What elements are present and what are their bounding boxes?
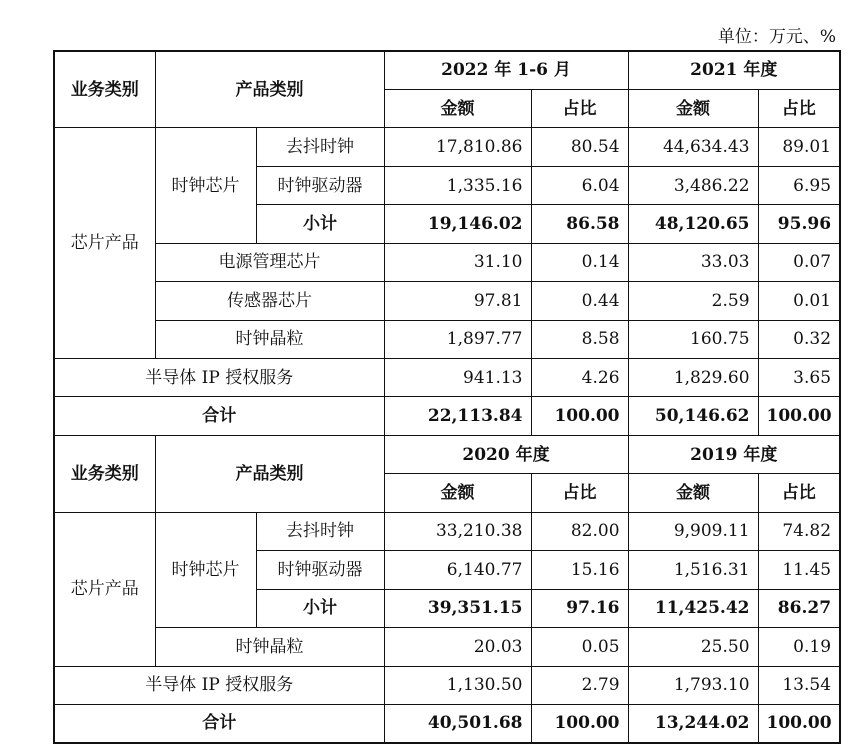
business-type-cell: 芯片产品 <box>54 512 155 666</box>
ratio-cell: 3.65 <box>758 359 840 397</box>
business-type-cell: 半导体 IP 授权服务 <box>54 666 384 704</box>
header-ratio: 占比 <box>531 474 628 512</box>
ratio-cell: 89.01 <box>758 128 840 166</box>
header-period: 2022 年 1-6 月 <box>384 51 628 89</box>
ratio-cell: 2.79 <box>531 666 628 704</box>
ratio-cell: 4.26 <box>531 359 628 397</box>
table-row <box>54 243 840 281</box>
product-name-cell: 时钟驱动器 <box>256 166 384 204</box>
table-row <box>54 320 840 358</box>
ratio-cell: 100.00 <box>531 397 628 435</box>
amount-cell: 6,140.77 <box>384 551 531 589</box>
amount-cell: 1,335.16 <box>384 166 531 204</box>
ratio-cell: 86.27 <box>758 589 840 627</box>
header-ratio: 占比 <box>758 474 840 512</box>
product-name-cell: 去抖时钟 <box>256 128 384 166</box>
header-amount: 金额 <box>384 474 531 512</box>
ratio-cell: 6.95 <box>758 166 840 204</box>
header-product-type: 产品类别 <box>155 51 384 128</box>
header-amount: 金额 <box>384 89 531 127</box>
ratio-cell: 95.96 <box>758 205 840 243</box>
amount-cell: 31.10 <box>384 243 531 281</box>
table-row <box>54 512 840 550</box>
ratio-cell: 100.00 <box>758 397 840 435</box>
product-group-cell: 时钟芯片 <box>155 128 256 243</box>
ratio-cell: 0.14 <box>531 243 628 281</box>
ratio-cell: 0.32 <box>758 320 840 358</box>
amount-cell: 48,120.65 <box>628 205 758 243</box>
amount-cell: 25.50 <box>628 628 758 666</box>
ratio-cell: 82.00 <box>531 512 628 550</box>
amount-cell: 2.59 <box>628 282 758 320</box>
ratio-cell: 0.01 <box>758 282 840 320</box>
business-type-cell: 芯片产品 <box>54 128 155 359</box>
ratio-cell: 0.19 <box>758 628 840 666</box>
ratio-cell: 0.05 <box>531 628 628 666</box>
amount-cell: 1,130.50 <box>384 666 531 704</box>
table-row <box>54 282 840 320</box>
ratio-cell: 6.04 <box>531 166 628 204</box>
ratio-cell: 0.07 <box>758 243 840 281</box>
header-row-period <box>54 435 840 473</box>
ratio-cell: 8.58 <box>531 320 628 358</box>
product-name-cell: 时钟晶粒 <box>155 320 384 358</box>
amount-cell: 160.75 <box>628 320 758 358</box>
total-row <box>54 704 840 743</box>
ratio-cell: 80.54 <box>531 128 628 166</box>
amount-cell: 9,909.11 <box>628 512 758 550</box>
product-name-cell: 电源管理芯片 <box>155 243 384 281</box>
amount-cell: 11,425.42 <box>628 589 758 627</box>
amount-cell: 33,210.38 <box>384 512 531 550</box>
total-label: 合计 <box>54 704 384 743</box>
header-period: 2021 年度 <box>628 51 840 89</box>
header-period: 2019 年度 <box>628 435 840 473</box>
subtotal-label: 小计 <box>256 205 384 243</box>
product-name-cell: 时钟晶粒 <box>155 628 384 666</box>
header-business-type: 业务类别 <box>54 51 155 128</box>
amount-cell: 22,113.84 <box>384 397 531 435</box>
amount-cell: 1,516.31 <box>628 551 758 589</box>
table-row <box>54 128 840 166</box>
amount-cell: 33.03 <box>628 243 758 281</box>
table-row <box>54 628 840 666</box>
header-period: 2020 年度 <box>384 435 628 473</box>
amount-cell: 44,634.43 <box>628 128 758 166</box>
ratio-cell: 74.82 <box>758 512 840 550</box>
ratio-cell: 11.45 <box>758 551 840 589</box>
amount-cell: 40,501.68 <box>384 704 531 743</box>
amount-cell: 1,829.60 <box>628 359 758 397</box>
table-row <box>54 666 840 704</box>
header-amount: 金额 <box>628 474 758 512</box>
total-label: 合计 <box>54 397 384 435</box>
header-amount: 金额 <box>628 89 758 127</box>
amount-cell: 13,244.02 <box>628 704 758 743</box>
ratio-cell: 15.16 <box>531 551 628 589</box>
amount-cell: 39,351.15 <box>384 589 531 627</box>
product-name-cell: 去抖时钟 <box>256 512 384 550</box>
header-business-type: 业务类别 <box>54 435 155 512</box>
ratio-cell: 100.00 <box>531 704 628 743</box>
header-ratio: 占比 <box>758 89 840 127</box>
business-type-cell: 半导体 IP 授权服务 <box>54 359 384 397</box>
header-ratio: 占比 <box>531 89 628 127</box>
amount-cell: 1,793.10 <box>628 666 758 704</box>
amount-cell: 17,810.86 <box>384 128 531 166</box>
total-row <box>54 397 840 435</box>
unit-label: 单位：万元、% <box>717 27 836 47</box>
ratio-cell: 0.44 <box>531 282 628 320</box>
amount-cell: 1,897.77 <box>384 320 531 358</box>
table-row <box>54 359 840 397</box>
ratio-cell: 13.54 <box>758 666 840 704</box>
revenue-breakdown-table <box>53 50 841 744</box>
header-row-period <box>54 51 840 89</box>
header-product-type: 产品类别 <box>155 435 384 512</box>
amount-cell: 20.03 <box>384 628 531 666</box>
amount-cell: 3,486.22 <box>628 166 758 204</box>
product-name-cell: 时钟驱动器 <box>256 551 384 589</box>
amount-cell: 941.13 <box>384 359 531 397</box>
ratio-cell: 86.58 <box>531 205 628 243</box>
ratio-cell: 97.16 <box>531 589 628 627</box>
product-name-cell: 传感器芯片 <box>155 282 384 320</box>
amount-cell: 97.81 <box>384 282 531 320</box>
product-group-cell: 时钟芯片 <box>155 512 256 627</box>
amount-cell: 19,146.02 <box>384 205 531 243</box>
ratio-cell: 100.00 <box>758 704 840 743</box>
subtotal-label: 小计 <box>256 589 384 627</box>
amount-cell: 50,146.62 <box>628 397 758 435</box>
